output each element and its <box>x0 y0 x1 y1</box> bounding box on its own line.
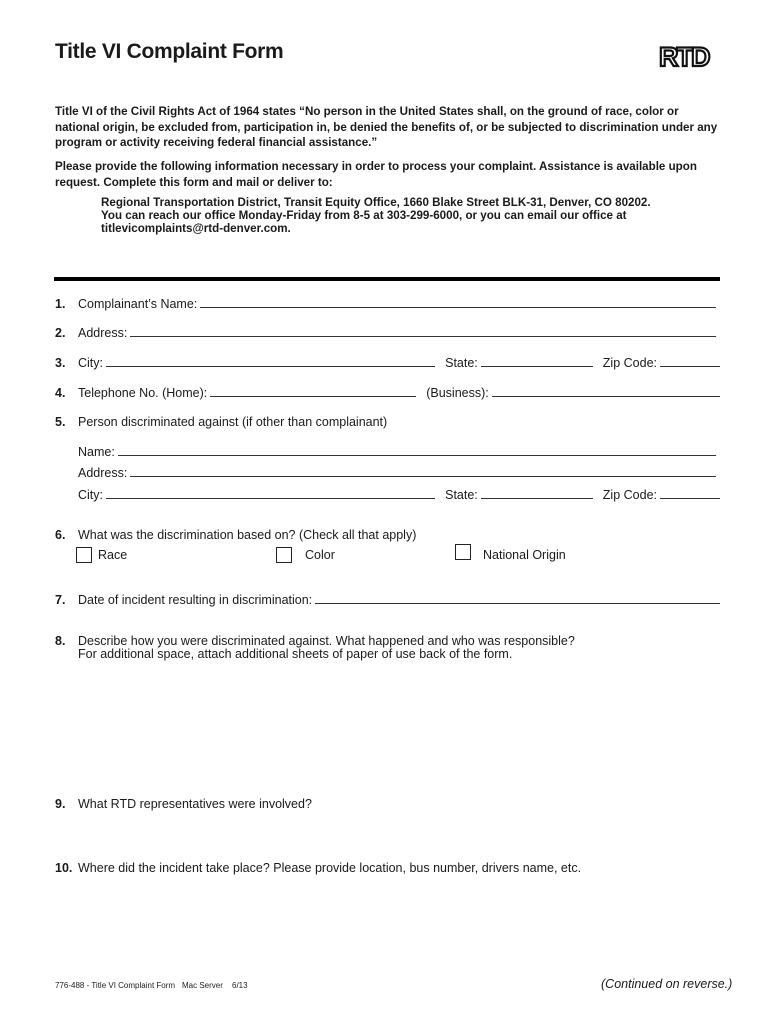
zip-field[interactable] <box>660 366 720 367</box>
address-field[interactable] <box>130 336 716 337</box>
revision-date: 6/13 <box>232 981 248 990</box>
telephone-row <box>55 382 720 400</box>
question-number: 1. <box>55 297 66 311</box>
other-state-label: State: <box>445 488 478 502</box>
zip-label: Zip Code: <box>602 356 657 370</box>
race-checkbox[interactable] <box>76 547 92 563</box>
other-city-field[interactable] <box>106 498 435 499</box>
question-number: 6. <box>55 528 66 542</box>
description-answer-area[interactable] <box>78 665 718 785</box>
other-name-row <box>55 441 720 459</box>
other-zip-field[interactable] <box>660 498 720 499</box>
representatives-row <box>55 793 720 811</box>
description-label: Describe how you were discriminated against. What happened and who was responsible? <box>78 634 575 648</box>
representatives-answer-area[interactable] <box>78 815 718 853</box>
city-field[interactable] <box>106 366 435 367</box>
other-address-row <box>55 462 720 480</box>
question-number: 2. <box>55 326 66 340</box>
other-name-field[interactable] <box>118 455 716 456</box>
person-discriminated-label: Person discriminated against (if other than complainant) <box>78 415 388 429</box>
complainant-name-row <box>55 293 720 311</box>
question-number: 10. <box>55 861 73 875</box>
incident-date-label: Date of incident resulting in discrimination: <box>78 593 313 607</box>
page-title: Title VI Complaint Form <box>55 40 284 63</box>
address-label: Address: <box>78 326 128 340</box>
mailing-address: Regional Transportation District, Transit Equity Office, 1660 Blake Street BLK-31, Denver, CO 80202. You can reach our office Monday-Friday from 8-5 at 303-299-6000, or you can email our office at titlevicomplaints@rtd-denver.com. <box>101 196 651 235</box>
national-origin-checkbox-label: National Origin <box>483 548 566 562</box>
server-label: Mac Server <box>182 981 223 990</box>
description-row <box>55 630 720 648</box>
civil-rights-statement: Title VI of the Civil Rights Act of 1964 states “No person in the United States shall, on the ground of race, color or national origin, be excluded from, participation in, be denied the benefits of, or be subjected to discrimination under any program or activity receiving federal financial assistance.” <box>55 105 718 149</box>
other-name-label: Name: <box>78 445 115 459</box>
address-row <box>55 322 720 340</box>
home-phone-label: Telephone No. (Home): <box>78 386 208 400</box>
question-number: 9. <box>55 797 66 811</box>
incident-location-answer-area[interactable] <box>78 880 718 965</box>
question-number: 4. <box>55 386 66 400</box>
complainant-name-field[interactable] <box>200 307 716 308</box>
color-checkbox-label: Color <box>305 548 335 562</box>
business-phone-field[interactable] <box>492 396 720 397</box>
complainant-name-label: Complainant’s Name: <box>78 297 198 311</box>
question-number: 5. <box>55 415 66 429</box>
section-divider <box>54 277 720 281</box>
home-phone-field[interactable] <box>210 396 416 397</box>
other-city-state-zip-row <box>55 484 720 502</box>
incident-location-row <box>55 857 720 875</box>
other-address-field[interactable] <box>130 476 716 477</box>
question-number: 3. <box>55 356 66 370</box>
discrimination-basis-label: What was the discrimination based on? (Check all that apply) <box>78 528 417 542</box>
national-origin-checkbox[interactable] <box>455 544 471 560</box>
other-zip-label: Zip Code: <box>602 488 657 502</box>
city-label: City: <box>78 356 103 370</box>
color-checkbox[interactable] <box>276 547 292 563</box>
description-note: For additional space, attach additional sheets of paper of use back of the form. <box>78 647 513 661</box>
question-number: 8. <box>55 634 66 648</box>
state-label: State: <box>445 356 478 370</box>
city-state-zip-row <box>55 352 720 370</box>
other-city-label: City: <box>78 488 103 502</box>
business-phone-label: (Business): <box>426 386 489 400</box>
form-id: 776-488 - Title VI Complaint Form <box>55 981 176 990</box>
discrimination-basis-row <box>55 524 720 542</box>
rtd-logo <box>658 41 716 70</box>
incident-date-field[interactable] <box>315 603 720 604</box>
representatives-label: What RTD representatives were involved? <box>78 797 312 811</box>
state-field[interactable] <box>481 366 593 367</box>
other-address-label: Address: <box>78 466 128 480</box>
svg-text:RTD: RTD <box>659 42 709 70</box>
continued-notice: (Continued on reverse.) <box>601 977 733 991</box>
race-checkbox-label: Race <box>98 548 128 562</box>
question-number: 7. <box>55 593 66 607</box>
other-state-field[interactable] <box>481 498 593 499</box>
instructions-text: Please provide the following information necessary in order to process your complaint. Assistance is available upon request. Complete this form and mail or deliver to: <box>55 160 697 189</box>
person-discriminated-row <box>55 411 720 429</box>
incident-date-row <box>55 589 720 607</box>
incident-location-label: Where did the incident take place? Please provide location, bus number, drivers name, etc. <box>78 861 582 875</box>
